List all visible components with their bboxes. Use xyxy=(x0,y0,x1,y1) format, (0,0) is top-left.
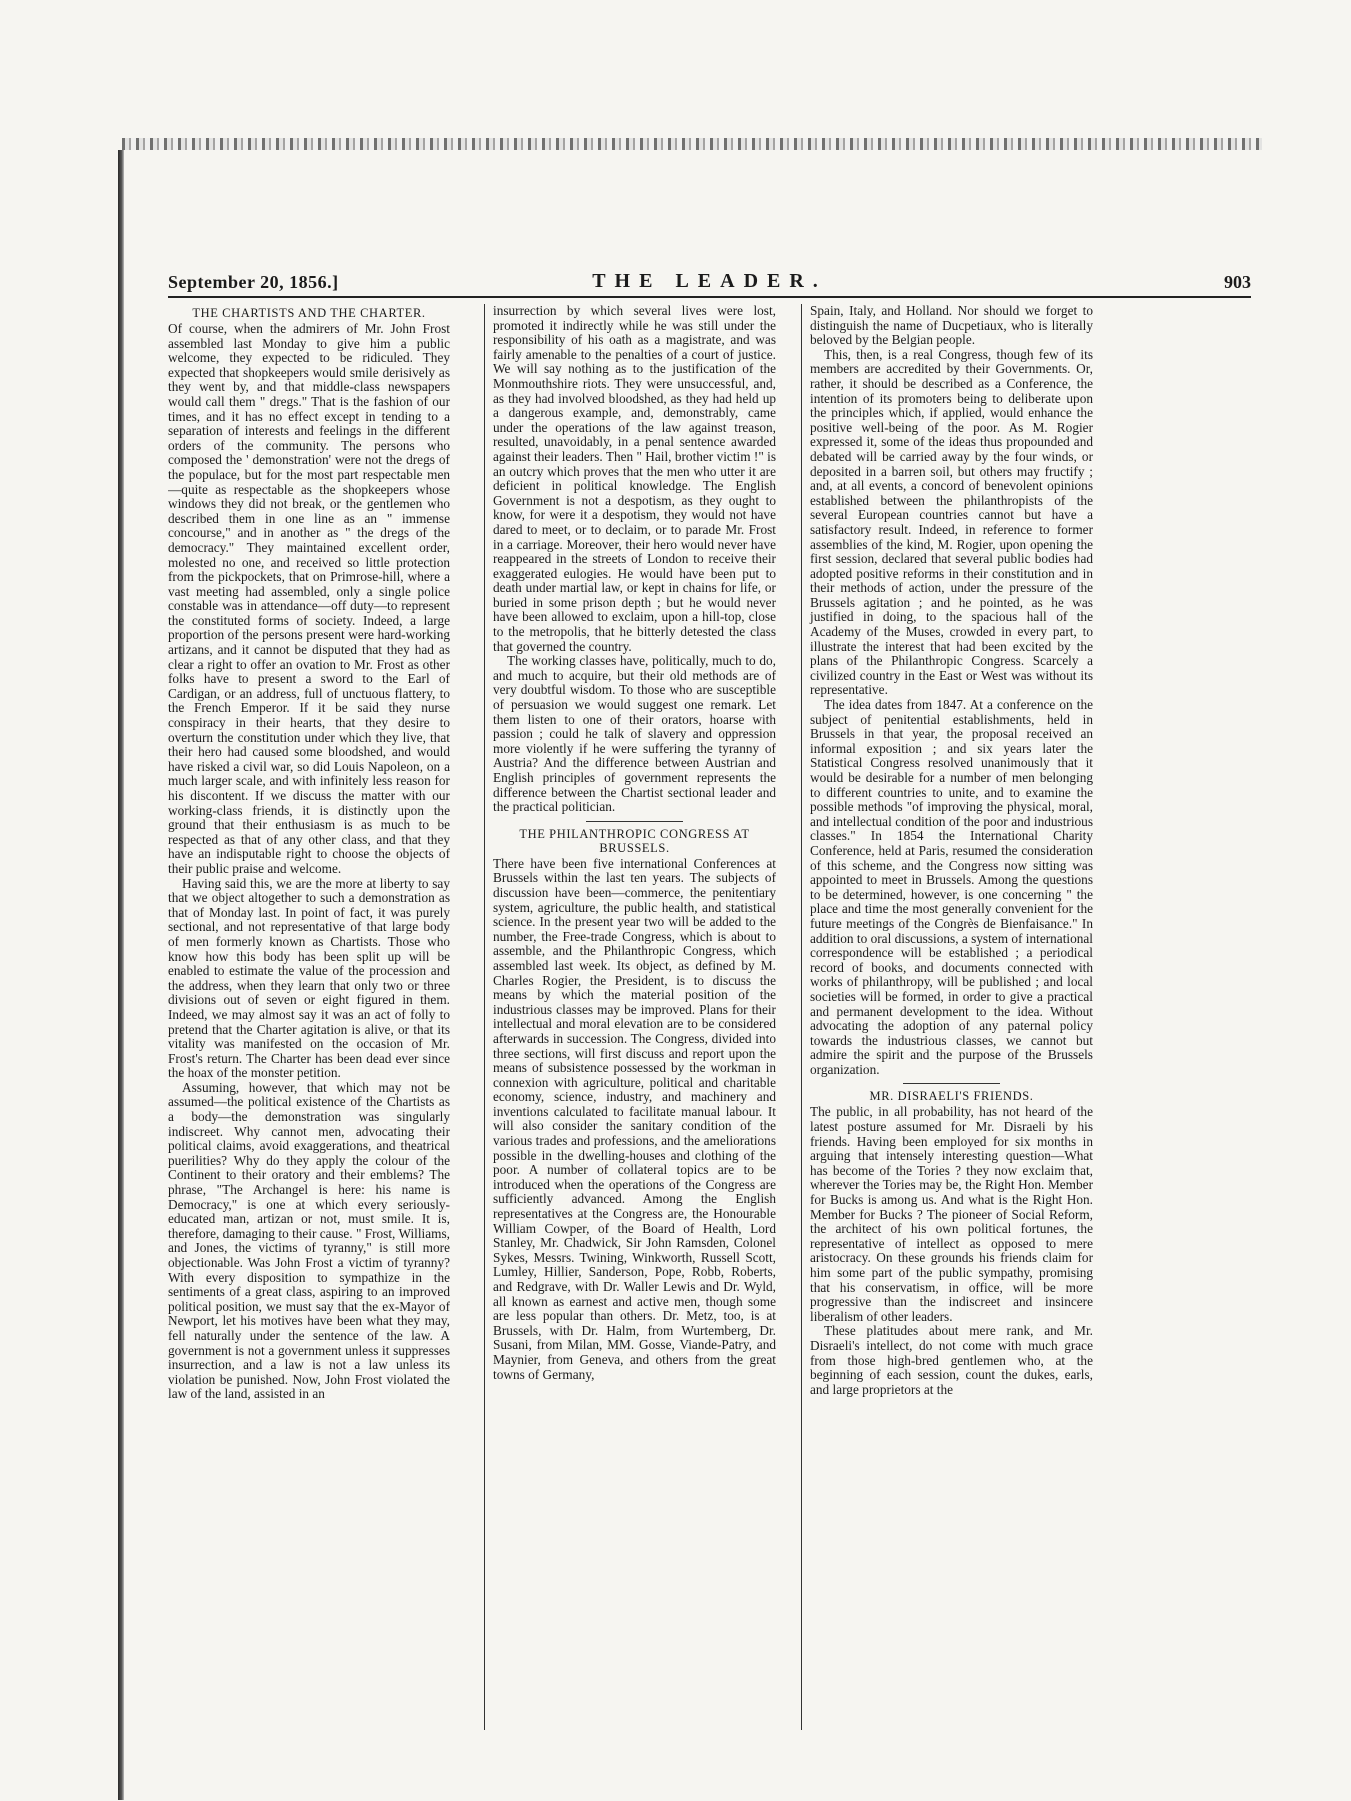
section-divider xyxy=(903,1083,999,1084)
article-heading-disraeli: MR. DISRAELI'S FRIENDS. xyxy=(869,1089,1034,1104)
section-divider xyxy=(586,821,682,822)
article-paragraph: The idea dates from 1847. At a conference on the subject of penitential establishments, held in Brussels in that year, the proposal received an informal exposition ; and six years later the Statistical Congress resolved unanimously that it would be desirable for a number of men belonging to different countries to unite, and to examine the possible methods "of improving the physical, moral, and intellectual condition of the poor and industrious classes." In 1854 the International Charity Conference, held at Paris, resumed the consideration of this scheme, and the Congress now sitting was appointed to meet in Brussels. Among the questions to be determined, however, is one concerning " the place and time the most generally convenient for the future meetings of the Congrès de Bienfaisance." In addition to oral discussions, a system of international correspondence will be established ; a periodical record of books, and documents connected with works of philanthropy, will be published ; and local societies will be formed, in order to give a practical and permanent development to the idea. Without advocating the adoption of any paternal policy towards the industrious classes, we cannot but admire the spirit and the purpose of the Brussels organization. xyxy=(810,697,1093,1077)
page-header xyxy=(168,272,1251,298)
header-page-number: 903 xyxy=(1224,272,1251,292)
column-2 xyxy=(484,304,776,1730)
article-paragraph: Spain, Italy, and Holland. Nor should we forget to distinguish the name of Ducpetiaux, who is literally beloved by the Belgian people. xyxy=(810,304,1093,348)
header-title: THE LEADER. xyxy=(592,270,827,292)
article-paragraph: There have been five international Conferences at Brussels within the last ten years. The subjects of discussion have been—commerce, the penitentiary system, agriculture, the public health, and statistical science. In the present year two will be added to the number, the Free-trade Congress, which is about to assemble, and the Philanthropic Congress, which assembled last week. Its object, as defined by M. Charles Rogier, the President, is to discuss the means by which the material position of the industrious classes may be improved. Plans for their intellectual and moral elevation are to be considered afterwards in succession. The Congress, divided into three sections, will first discuss and report upon the means of subsistence possessed by the workman in connexion with agriculture, political and charitable economy, science, industry, and machinery and inventions calculated to facilitate manual labour. It will also consider the sanitary condition of the various trades and professions, and the ameliorations possible in the dwelling-houses and clothing of the poor. A number of collateral topics are to be introduced when the operations of the Congress are sufficiently advanced. Among the English representatives at the Congress are, the Honourable William Cowper, of the Board of Health, Lord Stanley, Mr. Chadwick, Sir John Ramsden, Colonel Sykes, Messrs. Twining, Winkworth, Russell Scott, Lumley, Hillier, Sanderson, Pope, Robb, Roberts, and Redgrave, with Dr. Waller Lewis and Dr. Wyld, all known as earnest and active men, though some are less popular than others. Dr. Metz, too, is at Brussels, with Dr. Halm, from Wurtemberg, Dr. Susani, from Milan, MM. Gosse, Viande-Patry, and Maynier, from Geneva, and others from the great towns of Germany, xyxy=(493,855,776,1382)
article-paragraph: The public, in all probability, has not heard of the latest posture assumed for Mr. Disraeli by his friends. Having been employed for six months in arguing that intensely interesting question—What has become of the Tories ? they now exclaim that, wherever the Tories may be, the Right Hon. Member for Bucks is among us. And what is the Right Hon. Member for Bucks ? The pioneer of Social Reform, the architect of his own political fortunes, the representative of intellect as opposed to mere aristocracy. On these grounds his friends claim for him some part of the public sympathy, promising that his conservatism, in office, will be more progressive than the indiscreet and insincere liberalism of other leaders. xyxy=(810,1104,1093,1324)
article-paragraph: The working classes have, politically, much to do, and much to acquire, but their old methods are of very doubtful wisdom. To those who are susceptible of persuasion we would suggest one remark. Let them listen to one of their orators, hoarse with passion ; could he talk of slavery and oppression more violently if he were suffering the tyranny of Austria? And the difference between Austrian and English principles of government represents the difference between the Chartist sectional leader and the practical politician. xyxy=(493,653,776,815)
article-paragraph: Of course, when the admirers of Mr. John Frost assembled last Monday to give him a public welcome, they expected to be ridiculed. They expected that shopkeepers would smile derisively as they went by, and that middle-class newspapers would call them " dregs." That is the fashion of our times, and it has no effect except in tending to a separation of interests and feelings in the different orders of the community. The persons who composed the ' demonstration' were not the dregs of the populace, but for the most part respectable men—quite as respectable as the shopkeepers whose windows they did not break, or the gentlemen who described them in one line as an " immense concourse," and in another as " the dregs of the democracy." They maintained excellent order, molested no one, and received so little protection from the pickpockets, that on Primrose-hill, where a vast meeting had assembled, only a single police constable was in attendance—off duty—to represent the constituted forms of society. Indeed, a large proportion of the persons present were hard-working artizans, and it cannot be disputed that they had as clear a right to offer an ovation to Mr. Frost as other folks have to present a sword to the Earl of Cardigan, or an address, full of unctuous flattery, to the French Emperor. If it be said they nurse conspiracy in their hearts, that they desire to overturn the constitution under which they live, that their hero had caused some bloodshed, and would have risked a civil war, so did Louis Napoleon, on a much larger scale, and with infinitely less reason for his discontent. If we discuss the matter with our working-class friends, it is distinctly upon the ground that their enthusiasm is as much to be respected as that of any other class, and that they have an indisputable right to choose the objects of their public praise and welcome. xyxy=(168,321,450,876)
article-paragraph: Having said this, we are the more at liberty to say that we object altogether to such a demonstration as that of Monday last. In point of fact, it was purely sectional, and not representative of that large body of men formerly known as Chartists. Those who know how this body has been split up will be enabled to estimate the value of the procession and the address, when they learn that only two or three divisions out of seven or eight figured in them. Indeed, we may almost say it was an act of folly to pretend that the Charter agitation is alive, or that its vitality was manifested on the occasion of Mr. Frost's return. The Charter has been dead ever since the hoax of the monster petition. xyxy=(168,875,450,1081)
article-paragraph: Assuming, however, that which may not be assumed—the political existence of the Chartists as a body—the demonstration was singularly indiscreet. Why cannot men, advocating their political claims, avoid exaggerations, and theatrical puerilities? Why do they apply the colour of the Continent to their oratory and their emblems? The phrase, "The Archangel is here: his name is Democracy," is one at which every seriously-educated man, artizan or not, must smile. It is, therefore, damaging to their cause. " Frost, Williams, and Jones, the victims of tyranny," is still more objectionable. Was John Frost a victim of tyranny? With every disposition to sympathize in the sentiments of a great class, aspiring to an improved political position, we must say that the ex-Mayor of Newport, let his motives have been what they may, fell naturally under the sentence of the law. A government is not a government unless it suppresses insurrection, and a law is not a law unless its violation be punished. Now, John Frost violated the law of the land, assisted in an xyxy=(168,1079,450,1402)
page-top-rule xyxy=(122,138,1262,150)
article-paragraph: These platitudes about mere rank, and Mr. Disraeli's intellect, do not come with much grace from those high-bred gentlemen who, at the beginning of each session, count the dukes, earls, and large proprietors at the xyxy=(810,1323,1093,1397)
article-heading-chartists: THE CHARTISTS AND THE CHARTER. xyxy=(192,306,426,320)
column-1 xyxy=(168,304,450,1730)
article-paragraph: This, then, is a real Congress, though few of its members are accredited by their Governments. Or, rather, it should be described as a Conference, the intention of its promoters being to deliberate upon the principles which, if applied, would enhance the positive well-being of the poor. As M. Rogier expressed it, some of the ideas thus propounded and debated will be carried away by the four winds, or deposited in a barren soil, but others may fructify ; and, at all events, a concord of benevolent opinions established between the philanthropists of the several European countries cannot but have a satisfactory result. Indeed, in reference to former assemblies of the kind, M. Rogier, upon opening the first session, declared that several public bodies had adopted positive reforms in their constitution and in their methods of action, under the pressure of the Brussels agitation ; and he pointed, as he was justified in doing, to the spacious hall of the Academy of the Muses, crowded in every part, to illustrate the interest that had been excited by the plans of the Philanthropic Congress. Scarcely a civilized country in the East or West was without its representative. xyxy=(810,346,1093,698)
article-paragraph: insurrection by which several lives were lost, promoted it indirectly while he was still under the responsibility of his oath as a magistrate, and was fairly amenable to the penalties of a court of justice. We will say nothing as to the justification of the Monmouthshire riots. They were unsuccessful, and, as they had involved bloodshed, as they had held up a dangerous example, and, demonstrably, came under the operations of the law against treason, resulted, unavoidably, in a penal sentence awarded against their leaders. Then " Hail, brother victim !" is an outcry which proves that the men who utter it are deficient in political knowledge. The English Government is not a despotism, as they ought to know, for were it a despotism, they would not have dared to meet, or to declaim, or to parade Mr. Frost in a carriage. Moreover, their hero would never have reappeared in the streets of London to receive their exaggerated eulogies. He would have been put to death under martial law, or kept in chains for life, or buried in some prison depth ; but he would never have been allowed to exclaim, upon a hill-top, close to the metropolis, that he bitterly detested the class that governed the country. xyxy=(493,304,776,654)
article-heading-philanthropic-congress: THE PHILANTHROPIC CONGRESS AT BRUSSELS. xyxy=(519,826,750,855)
header-date: September 20, 1856.] xyxy=(168,272,339,292)
page-binding-edge xyxy=(118,150,124,1800)
column-3 xyxy=(801,304,1093,1730)
